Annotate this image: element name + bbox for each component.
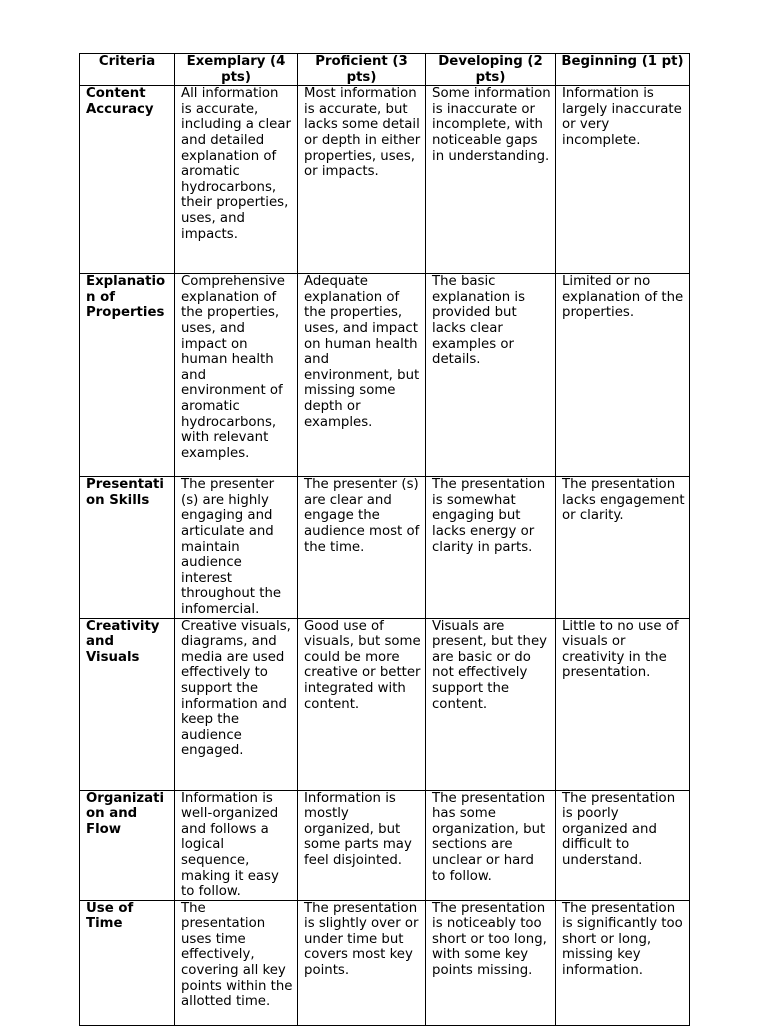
header-proficient: Proficient (3 pts) (298, 54, 426, 86)
proficient-cell: Good use of visuals, but some could be more creative or better integrated with content. (298, 618, 426, 790)
proficient-cell: The presentation is slightly over or under time but covers most key points. (298, 900, 426, 1025)
table-row (80, 86, 690, 274)
proficient-cell: Most information is accurate, but lacks some detail or depth in either properties, uses, or impacts. (298, 86, 426, 274)
criterion-cell: Organization and Flow (80, 790, 175, 900)
exemplary-cell: All information is accurate, including a clear and detailed explanation of aromatic hydrocarbons, their properties, uses, and impacts. (175, 86, 298, 274)
beginning-cell: The presentation is poorly organized and difficult to understand. (556, 790, 690, 900)
criterion-cell: Use of Time (80, 900, 175, 1025)
exemplary-cell: The presenter (s) are highly engaging and articulate and maintain audience interest throughout the infomercial. (175, 477, 298, 618)
proficient-cell: The presenter (s) are clear and engage the audience most of the time. (298, 477, 426, 618)
exemplary-cell: Information is well-organized and follows a logical sequence, making it easy to follow. (175, 790, 298, 900)
exemplary-cell: Comprehensive explanation of the properties, uses, and impact on human health and environment of aromatic hydrocarbons, with relevant examples. (175, 274, 298, 477)
criterion-cell: Content Accuracy (80, 86, 175, 274)
rubric-table (79, 53, 690, 1026)
exemplary-cell: Creative visuals, diagrams, and media are used effectively to support the information and keep the audience engaged. (175, 618, 298, 790)
header-exemplary: Exemplary (4 pts) (175, 54, 298, 86)
table-row (80, 900, 690, 1025)
header-row (80, 54, 690, 86)
beginning-cell: Information is largely inaccurate or very incomplete. (556, 86, 690, 274)
proficient-cell: Information is mostly organized, but some parts may feel disjointed. (298, 790, 426, 900)
table-row (80, 274, 690, 477)
table-row (80, 790, 690, 900)
proficient-cell: Adequate explanation of the properties, uses, and impact on human health and environment, but missing some depth or examples. (298, 274, 426, 477)
developing-cell: Some information is inaccurate or incomplete, with noticeable gaps in understanding. (426, 86, 556, 274)
criterion-cell: Presentation Skills (80, 477, 175, 618)
beginning-cell: Little to no use of visuals or creativity in the presentation. (556, 618, 690, 790)
header-beginning: Beginning (1 pt) (556, 54, 690, 86)
exemplary-cell: The presentation uses time effectively, covering all key points within the allotted time. (175, 900, 298, 1025)
beginning-cell: The presentation lacks engagement or clarity. (556, 477, 690, 618)
criterion-cell: Creativity and Visuals (80, 618, 175, 790)
developing-cell: The basic explanation is provided but lacks clear examples or details. (426, 274, 556, 477)
developing-cell: The presentation is noticeably too short or too long, with some key points missing. (426, 900, 556, 1025)
criterion-cell: Explanation of Properties (80, 274, 175, 477)
developing-cell: Visuals are present, but they are basic or do not effectively support the content. (426, 618, 556, 790)
beginning-cell: Limited or no explanation of the properties. (556, 274, 690, 477)
developing-cell: The presentation is somewhat engaging but lacks energy or clarity in parts. (426, 477, 556, 618)
table-row (80, 477, 690, 618)
table-row (80, 618, 690, 790)
header-developing: Developing (2 pts) (426, 54, 556, 86)
beginning-cell: The presentation is significantly too short or long, missing key information. (556, 900, 690, 1025)
header-criteria: Criteria (80, 54, 175, 86)
developing-cell: The presentation has some organization, but sections are unclear or hard to follow. (426, 790, 556, 900)
